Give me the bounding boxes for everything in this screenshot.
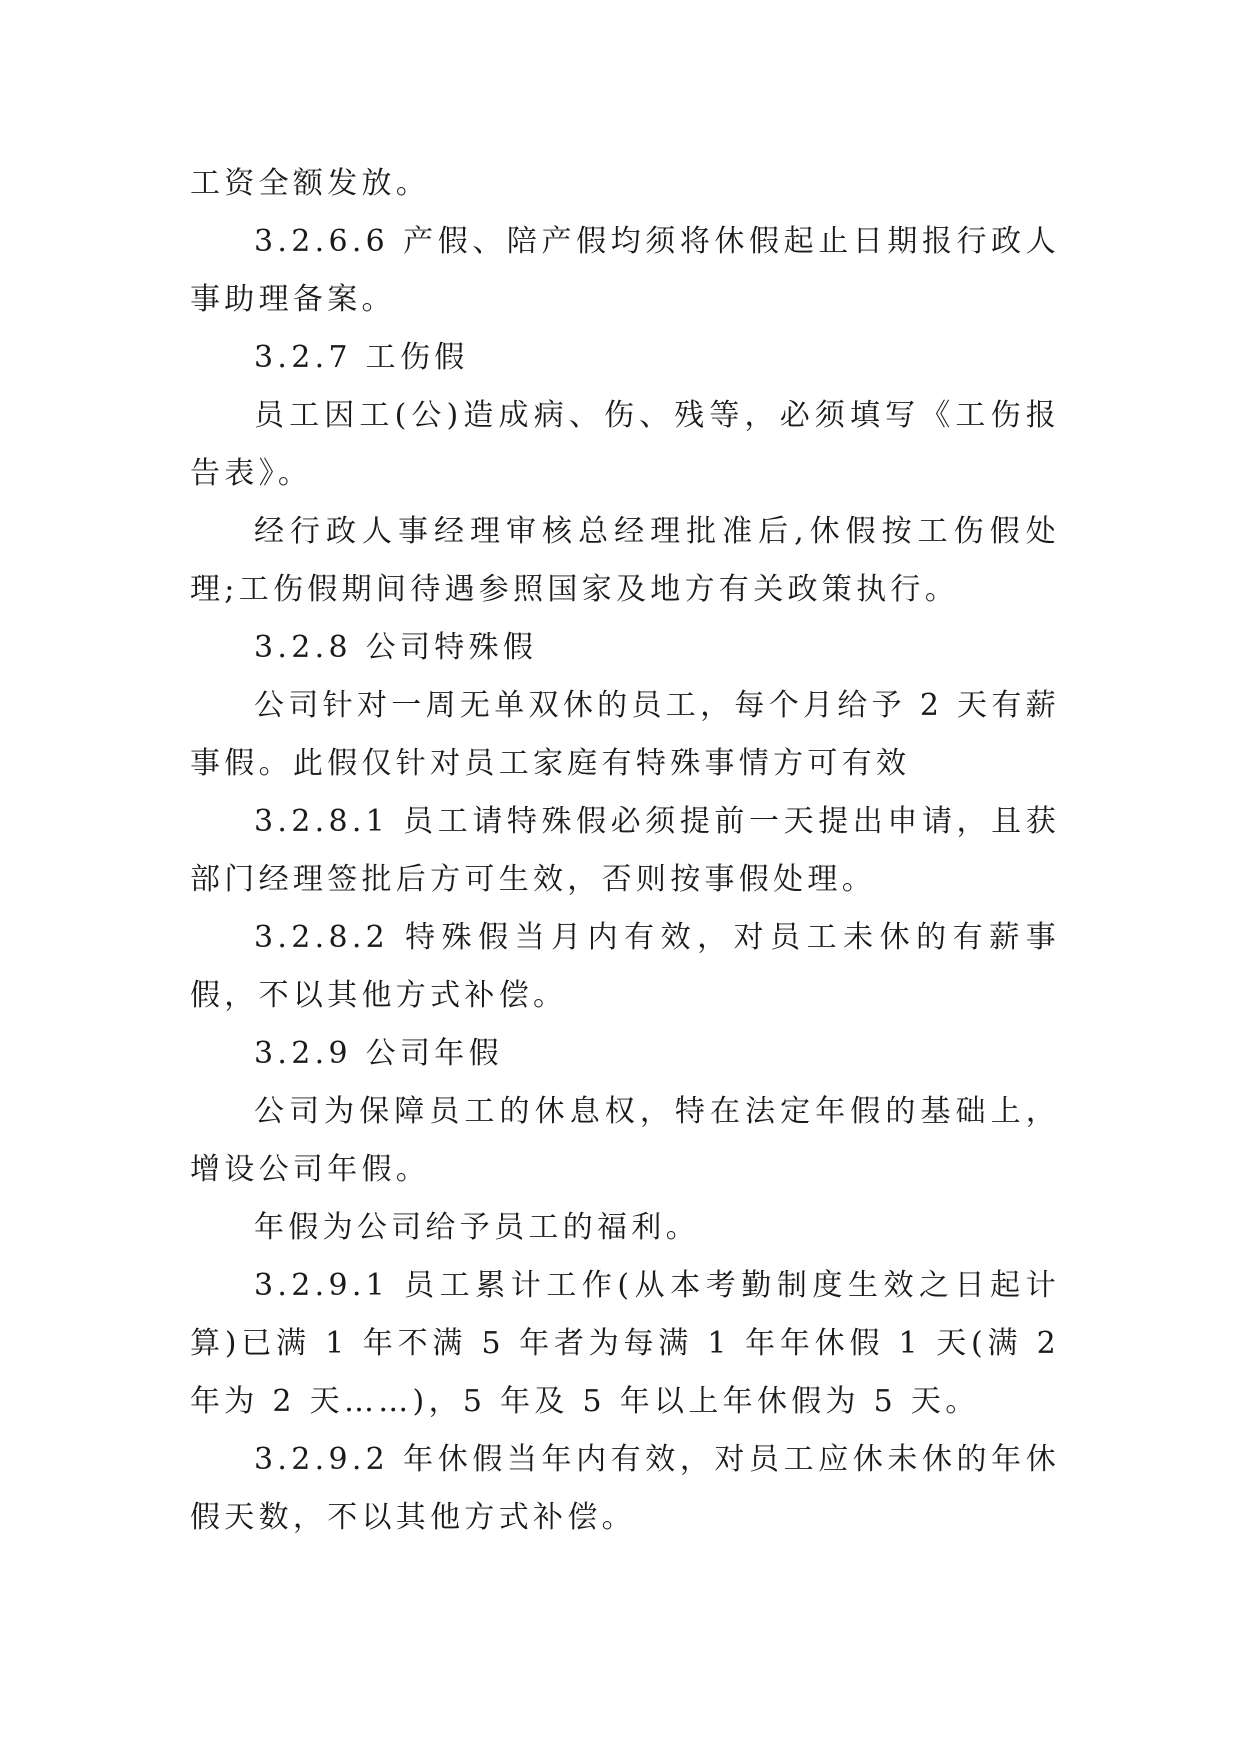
- paragraph-annual-leave: 公司为保障员工的休息权，特在法定年假的基础上，增设公司年假。: [190, 1094, 1060, 1187]
- document-body: [190, 155, 1060, 1547]
- heading-3-2-9: 3.2.9 公司年假: [254, 1036, 503, 1071]
- paragraph-3-2-9-2: 3.2.9.2 年休假当年内有效，对员工应休未休的年休假天数，不以其他方式补偿。: [190, 1442, 1060, 1535]
- paragraph-special-leave: 公司针对一周无单双休的员工，每个月给予 2 天有薪事假。此假仅针对员工家庭有特殊事情方可有效: [190, 688, 1060, 781]
- heading-3-2-8: 3.2.8 公司特殊假: [254, 630, 538, 665]
- paragraph-annual-leave-benefit: 年假为公司给予员工的福利。: [254, 1210, 700, 1245]
- heading-3-2-7: 3.2.7 工伤假: [254, 340, 469, 375]
- paragraph-wage-payment: 工资全额发放。: [190, 166, 431, 201]
- paragraph-work-injury-report: 员工因工(公)造成病、伤、残等，必须填写《工伤报告表》。: [190, 398, 1060, 491]
- paragraph-3-2-9-1: 3.2.9.1 员工累计工作(从本考勤制度生效之日起计算)已满 1 年不满 5 年者为每满 1 年年休假 1 天(满 2 年为 2 天……)，5 年及 5 年以上年休假为 5 天。: [190, 1268, 1060, 1419]
- paragraph-3-2-8-2: 3.2.8.2 特殊假当月内有效，对员工未休的有薪事假，不以其他方式补偿。: [190, 920, 1060, 1013]
- paragraph-3-2-8-1: 3.2.8.1 员工请特殊假必须提前一天提出申请，且获部门经理签批后方可生效，否则按事假处理。: [190, 804, 1060, 897]
- paragraph-3-2-6-6: 3.2.6.6 产假、陪产假均须将休假起止日期报行政人事助理备案。: [190, 224, 1060, 317]
- paragraph-work-injury-approval: 经行政人事经理审核总经理批准后,休假按工伤假处理;工伤假期间待遇参照国家及地方有关政策执行。: [190, 514, 1060, 607]
